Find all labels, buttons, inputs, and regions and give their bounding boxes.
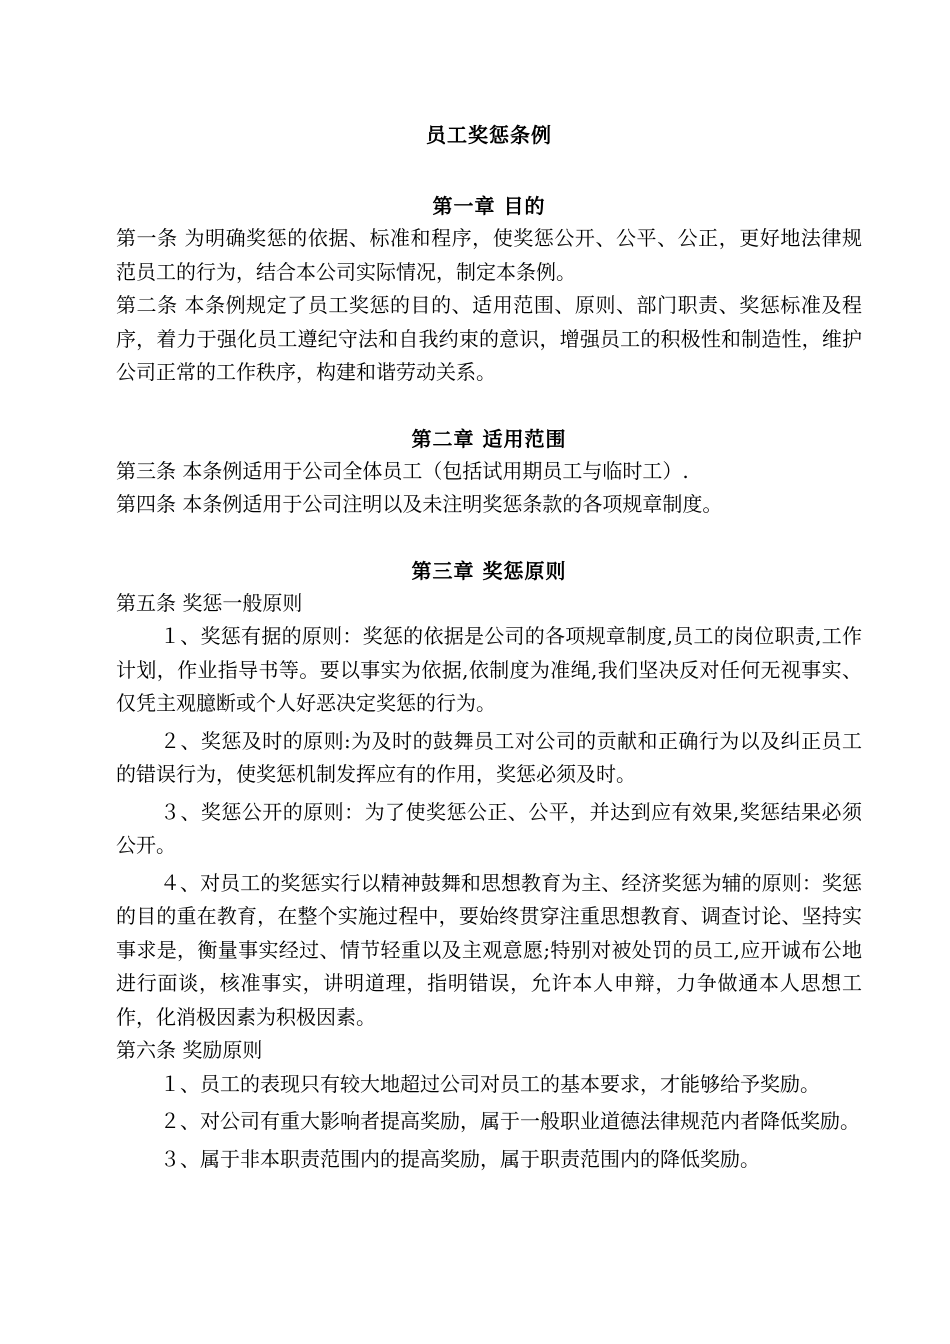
article-4: 第四条 本条例适用于公司注明以及未注明奖惩条款的各项规章制度。 <box>116 492 723 516</box>
article-6-item-2: ２、对公司有重大影响者提高奖励，属于一般职业道德法律规范内者降低奖励。 <box>160 1109 860 1133</box>
document-title: 员工奖惩条例 <box>426 123 552 147</box>
article-5-item-3: ３、奖惩公开的原则：为了使奖惩公正、公平，并达到应有效果,奖惩结果必须公开。 <box>116 799 862 857</box>
article-5-item-2: ２、奖惩及时的原则:为及时的鼓舞员工对公司的贡献和正确行为以及纠正员工的错误行为，使奖惩机制发挥应有的作用，奖惩必须及时。 <box>116 728 862 786</box>
article-1: 第一条 为明确奖惩的依据、标准和程序，使奖惩公开、公平、公正，更好地法律规范员工的行为，结合本公司实际情况，制定本条例。 <box>116 226 862 284</box>
chapter-1-heading: 第一章 目的 <box>432 194 546 218</box>
chapter-2-heading: 第二章 适用范围 <box>411 426 567 451</box>
chapter-2 <box>116 423 862 522</box>
article-3: 第三条 本条例适用于公司全体员工（包括试用期员工与临时工）. <box>116 458 689 483</box>
chapter-1 <box>116 190 862 390</box>
article-5-item-1: １、奖惩有据的原则：奖惩的依据是公司的各项规章制度,员工的岗位职责,工作计划，作业指导书等。要以事实为依据,依制度为准绳,我们坚决反对任何无视事实、仅凭主观臆断或个人好恶决定奖惩的行为。 <box>116 624 862 715</box>
article-6-item-3: ３、属于非本职责范围内的提高奖励，属于职责范围内的降低奖励。 <box>160 1146 760 1171</box>
chapter-3 <box>116 555 862 1177</box>
chapter-3-heading: 第三章 奖惩原则 <box>411 558 567 583</box>
chapter-spacer <box>116 522 862 555</box>
article-2: 第二条 本条例规定了员工奖惩的目的、适用范围、原则、部门职责、奖惩标准及程序，着力于强化员工遵纪守法和自我约束的意识，增强员工的积极性和制造性，维护公司正常的工作秩序，构建和谐劳动关系。 <box>116 293 862 384</box>
article-6-heading: 第六条 奖励原则 <box>116 1038 263 1062</box>
document-page <box>116 118 862 1176</box>
article-5-heading: 第五条 奖惩一般原则 <box>116 590 303 615</box>
article-5-item-4: ４、对员工的奖惩实行以精神鼓舞和思想教育为主、经济奖惩为辅的原则：奖惩的目的重在教育，在整个实施过程中，要始终贯穿注重思想教育、调查讨论、坚持实事求是，衡量事实经过、情节轻重以及主观意愿;特别对被处罚的员工,应开诚布公地进行面谈，核准事实，讲明道理，指明错误，允许本人申辩，力争做通本人思想工作，化消极因素为积极因素。 <box>116 870 862 1029</box>
article-6-item-1: １、员工的表现只有较大地超过公司对员工的基本要求，才能够给予奖励。 <box>160 1071 820 1096</box>
chapter-spacer <box>116 390 862 423</box>
